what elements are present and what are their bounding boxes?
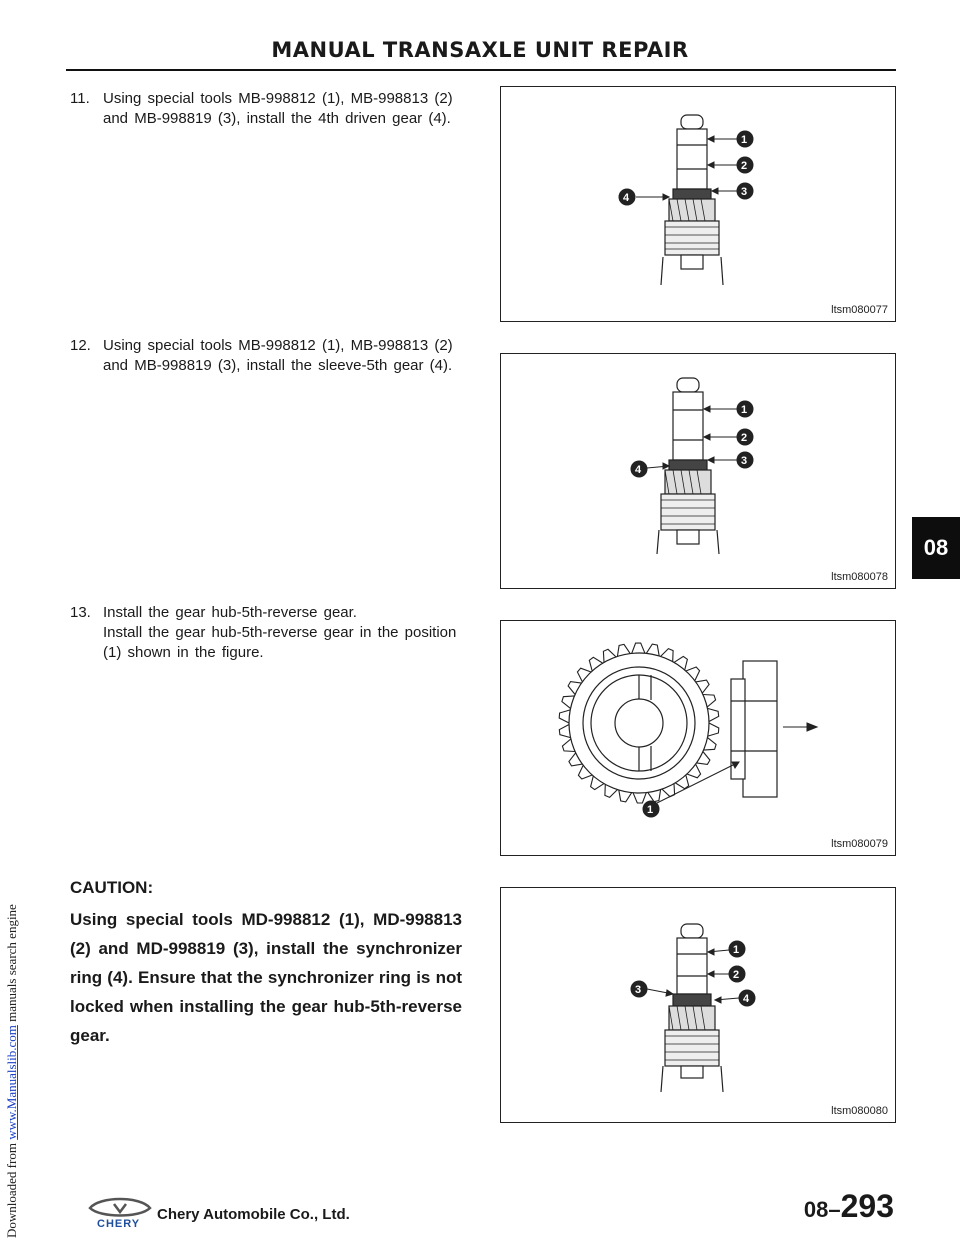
section-tab: 08 bbox=[912, 517, 960, 579]
section-prefix: 08– bbox=[803, 1197, 841, 1222]
step-text-line1: Install the gear hub-5th-reverse gear. bbox=[103, 604, 357, 621]
figure-code: ltsm080079 bbox=[831, 838, 888, 850]
step-11 bbox=[70, 89, 465, 129]
download-watermark bbox=[4, 904, 20, 1238]
page-title: MANUAL TRANSAXLE UNIT REPAIR bbox=[271, 38, 689, 62]
gear-bore bbox=[615, 699, 663, 747]
step-text-line1: Using special tools MB-998812 (1), MB-998813 (2) bbox=[103, 337, 453, 354]
figure-code: ltsm080078 bbox=[831, 571, 888, 583]
page-digits: 293 bbox=[840, 1188, 894, 1224]
callout-label: 4 bbox=[635, 464, 642, 476]
caution-title: CAUTION: bbox=[70, 878, 154, 897]
watermark-suffix: manuals search engine bbox=[4, 904, 19, 1026]
figure-code: ltsm080077 bbox=[831, 304, 888, 316]
gear-hub-illustration bbox=[501, 621, 895, 855]
step-12 bbox=[70, 336, 465, 376]
figure-4th-driven-gear bbox=[500, 86, 896, 322]
step-text-line2: Install the gear hub-5th-reverse gear in the position bbox=[103, 624, 457, 641]
step-13 bbox=[70, 603, 465, 663]
callout-label: 3 bbox=[635, 984, 642, 996]
step-number: 12. bbox=[70, 337, 91, 354]
step-text-line2: and MB-998819 (3), install the 4th driven gear (4). bbox=[103, 110, 451, 127]
shaft-tool-illustration bbox=[501, 888, 895, 1122]
callout-label: 3 bbox=[741, 455, 748, 467]
gear-hub-side bbox=[743, 661, 777, 797]
watermark-prefix: Downloaded from bbox=[4, 1139, 19, 1238]
figure-synchronizer-ring bbox=[500, 887, 896, 1123]
callout-label: 2 bbox=[733, 969, 740, 981]
callout-label: 1 bbox=[741, 134, 748, 146]
figure-code: ltsm080080 bbox=[831, 1105, 888, 1117]
page-number bbox=[804, 1188, 894, 1225]
callout-label: 3 bbox=[741, 186, 748, 198]
step-text-line2: and MB-998819 (3), install the sleeve-5th gear (4). bbox=[103, 357, 453, 374]
callout-label: 4 bbox=[623, 192, 630, 204]
callout-label: 4 bbox=[743, 993, 750, 1005]
logo-text: CHERY bbox=[97, 1218, 141, 1230]
header-divider bbox=[66, 69, 896, 71]
company-name: Chery Automobile Co., Ltd. bbox=[157, 1206, 350, 1223]
chery-logo-icon bbox=[84, 1196, 156, 1220]
shaft-tool-illustration bbox=[501, 354, 895, 588]
callout-label: 1 bbox=[647, 804, 654, 816]
callout-label: 1 bbox=[733, 944, 740, 956]
chery-logo bbox=[84, 1196, 156, 1234]
shaft-tool-illustration bbox=[501, 87, 895, 321]
caution-body: Using special tools MD-998812 (1), MD-998813 (2) and MD-998819 (3), install the synchronizer ring (4). Ensure that the synchronizer ring is not locked when installing the gear hub-5th-reverse gear. bbox=[70, 910, 462, 1045]
step-text-line1: Using special tools MB-998812 (1), MB-998813 (2) bbox=[103, 90, 453, 107]
step-number: 11. bbox=[70, 90, 90, 107]
step-number: 13. bbox=[70, 604, 91, 621]
manualslib-link[interactable]: www.Manualslib.com bbox=[4, 1025, 19, 1140]
figure-sleeve-5th-gear bbox=[500, 353, 896, 589]
callout-label: 1 bbox=[741, 404, 748, 416]
figure-gear-hub-position bbox=[500, 620, 896, 856]
callout-label: 2 bbox=[741, 160, 748, 172]
callout-label: 2 bbox=[741, 432, 748, 444]
step-text-line3: (1) shown in the figure. bbox=[103, 644, 264, 661]
